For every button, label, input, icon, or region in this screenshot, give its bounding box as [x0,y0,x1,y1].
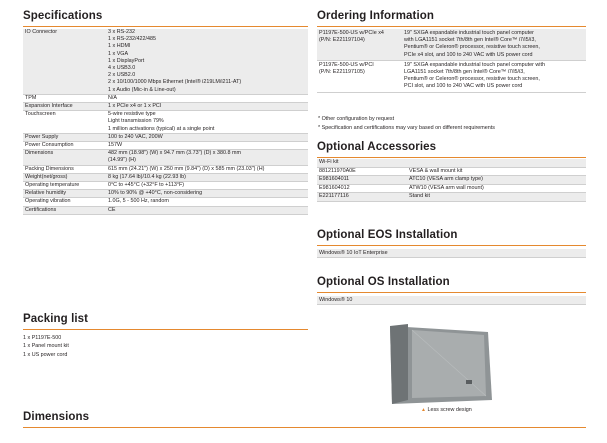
ordering-notes [318,115,495,132]
spec-key: Expansion Interface [23,103,106,111]
spec-row [23,103,308,111]
accessory-part-number: E981604011 [317,176,407,185]
spec-value [106,198,308,206]
spec-row [23,133,308,141]
accessory-part-number: E221177116 [317,193,407,202]
spec-key: TPM [25,94,37,101]
ordering-rule [317,26,586,27]
ordering-model-line: (P/N: E221197105) [319,69,365,76]
dimensions-heading: Dimensions [23,411,90,423]
panel-pc-illustration [368,322,512,406]
spec-value-line: Light transmission 79% [108,118,164,125]
ordering-description-line: LGA1151 socket 7th/8th gen Intel® Core™ i7/i5/i3, [404,69,525,76]
spec-row [23,182,308,190]
spec-value-line: 100 to 240 VAC, 200W [108,133,163,140]
ordering-description-line: Pentium® or Celeron® processor, resistive touch screen, [404,44,540,51]
ordering-description-line: 19" SXGA expandable industrial touch panel computer [404,30,534,36]
eos-rule [317,245,586,246]
ordering-description-line: 19" SXGA expandable industrial touch panel computer with [404,61,545,68]
spec-value-line: 482 mm (18.98") (W) x 94.7 mm (3.73") (D) x 380.8 mm [108,150,241,157]
spec-key: Relative humidity [23,190,106,198]
spec-value [106,94,308,102]
os-value: Windows® 10 [317,296,586,305]
ordering-row [317,60,586,92]
spec-value-line: N/A [108,94,117,101]
accessory-description: VESA & wall mount kit [407,167,586,176]
spec-row [23,111,308,134]
ordering-model [317,29,402,60]
eos-value: Windows® 10 IoT Enterprise [317,249,586,258]
spec-key: IO Connector [23,29,106,94]
packing-heading: Packing list [23,313,89,325]
spec-row [23,173,308,181]
specifications-table [23,29,308,215]
spec-value-line: 4 x USB3.0 [108,65,136,72]
spec-row [23,150,308,165]
accessory-part-number: Wi-Fi kit [317,159,407,167]
spec-key: Certifications [23,206,106,214]
packing-list [23,334,69,359]
spec-row [23,206,308,214]
spec-value [106,133,308,141]
spec-value [106,190,308,198]
spec-row [23,94,308,102]
accessory-row [317,167,586,176]
spec-value [106,150,308,165]
ordering-description [402,29,586,60]
ordering-description-line: PCI slot, and 100 to 240 VAC with US power cord [404,83,523,90]
ordering-row [317,29,586,60]
ordering-model-line: (P/N: E221197104) [319,37,365,44]
spec-value [106,182,308,190]
caption-text: Less screw design [427,407,472,413]
accessory-row [317,184,586,193]
spec-value [106,111,308,134]
specifications-rule [23,26,308,27]
spec-key: Power Consumption [25,142,74,149]
eos-heading: Optional EOS Installation [317,229,458,241]
spec-value [106,29,308,94]
spec-value [106,103,308,111]
os-heading: Optional OS Installation [317,276,450,288]
accessory-part-number: 881211970A0E [317,167,407,176]
product-photo [368,322,512,406]
dimensions-rule [23,427,586,428]
spec-row [23,190,308,198]
accessory-row [317,193,586,202]
ordering-description-line: with LGA1151 socket 7th/8th gen Intel® Core™ i7/i5/i3, [404,37,536,44]
ordering-model [317,60,402,92]
spec-value [106,206,308,214]
spec-value-line: 3 x RS-232 [108,29,135,35]
spec-key: Power Supply [23,133,106,141]
accessories-heading: Optional Accessories [317,141,437,153]
specifications-heading: Specifications [23,10,103,22]
spec-row [23,29,308,94]
spec-key: Packing Dimensions [25,165,74,172]
accessory-description: ATC10 (VESA arm clamp type) [407,176,586,185]
spec-value-line: 1 x Audio (Mic-in & Line-out) [108,86,176,93]
spec-value-line: 2 x 10/100/1000 Mbps Ethernet (Intel® i219LM/i211-AT) [108,79,242,86]
spec-value-line: 1 x VGA [108,50,129,57]
ordering-note: * Other configuration by request [318,116,395,122]
spec-value-line: 5-wire resistive type [108,111,156,118]
os-rule [317,292,586,293]
product-caption [421,407,472,413]
accessories-rule [317,157,586,158]
packing-item: 1 x Panel mount kit [23,343,69,350]
accessories-table [317,159,586,202]
spec-value-line: 10% to 90% @ +40°C, non-considering [108,190,203,197]
ordering-note: * Specification and certifications may vary based on different requirements [318,124,495,131]
spec-value-line: 0°C to +45°C (+32°F to +113°F) [108,182,185,189]
accessory-description [407,159,586,167]
ordering-description [402,60,586,92]
accessory-description: ATW10 (VESA arm wall mount) [407,184,586,193]
spec-key: Dimensions [23,150,106,165]
ordering-heading: Ordering Information [317,10,434,22]
spec-value-line: 1 x HDMI [108,43,131,50]
spec-key: Operating temperature [25,182,80,189]
ordering-model-line: P1197E-500-US w/PCI [319,61,374,68]
spec-value [106,142,308,150]
spec-value-line: 157W [108,142,123,149]
accessory-description: Stand kit [407,193,586,202]
ordering-description-line: Pentium® or Celeron® processor, resistive touch screen, [404,76,540,83]
packing-rule [23,329,308,330]
ordering-description-line: PCIe x4 slot, and 100 to 240 VAC with US power cord [404,51,533,58]
spec-value-line: 1 x RS-232/422/485 [108,36,156,43]
spec-value [106,165,308,173]
spec-row [23,198,308,206]
spec-value-line: (14.99") (H) [108,157,136,164]
spec-value-line: 8 kg (17.64 lb)/10.4 kg (22.93 lb) [108,173,186,180]
spec-value-line: 1.0G, 5 - 500 Hz, random [108,198,169,205]
spec-key: Touchscreen [25,111,56,118]
spec-row [23,142,308,150]
packing-item: 1 x US power cord [23,351,68,358]
spec-value-line: 1 x PCIe x4 or 1 x PCI [108,103,162,110]
spec-row [23,165,308,173]
spec-value-line: 2 x USB2.0 [108,72,136,79]
triangle-icon: ▲ [421,407,426,413]
accessory-part-number: E981604012 [317,184,407,193]
packing-item: 1 x P1197E-500 [23,335,62,341]
accessory-row [317,176,586,185]
spec-value [106,173,308,181]
ordering-model-line: P1197E-500-US w/PCIe x4 [319,30,384,36]
ordering-table [317,29,586,93]
spec-value-line: 1 x DisplayPort [108,57,145,64]
spec-key: Operating vibration [25,198,71,205]
spec-value-line: 615 mm (24.21") (W) x 250 mm (9.84") (D) x 585 mm (23.03") (H) [108,165,265,172]
spec-key: Weight(net/gross) [23,173,106,181]
accessory-row [317,159,586,167]
spec-value-line: 1 million activations (typical) at a single point [108,125,215,132]
spec-value-line: CE [108,206,116,213]
